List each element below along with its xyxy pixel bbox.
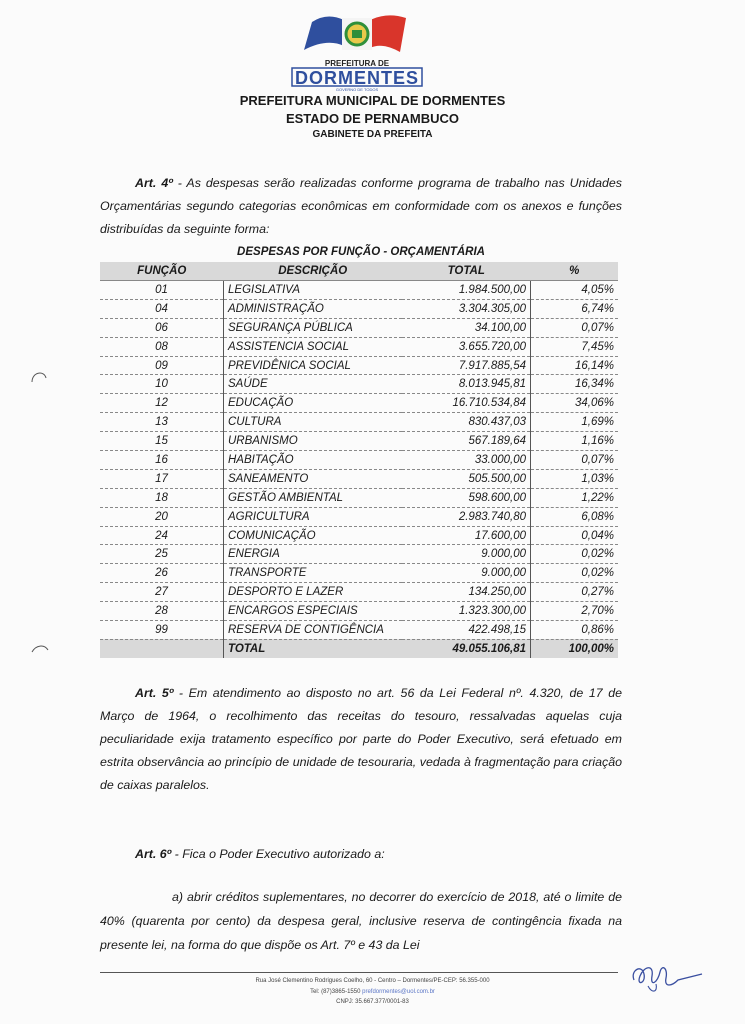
- cell-description: CULTURA: [224, 413, 403, 432]
- budget-table: [100, 262, 618, 658]
- table-row: [100, 507, 618, 526]
- cell-function: 04: [100, 299, 224, 318]
- cell-percent: 16,14%: [531, 356, 619, 375]
- footer-divider: [100, 972, 618, 973]
- cell-description: TRANSPORTE: [224, 564, 403, 583]
- cell-function: 25: [100, 545, 224, 564]
- cell-function: 17: [100, 469, 224, 488]
- cell-description: ENERGIA: [224, 545, 403, 564]
- table-row: [100, 356, 618, 375]
- cell-description: ADMINISTRAÇÃO: [224, 299, 403, 318]
- cell-total: 34.100,00: [402, 318, 531, 337]
- cell-total: 567.189,64: [402, 432, 531, 451]
- footer-address: Rua José Clementino Rodrigues Coelho, 60 - Centro – Dormentes/PE-CEP: 56.355-000: [255, 978, 490, 984]
- cell-percent: 2,70%: [531, 602, 619, 621]
- header-office: GABINETE DA PREFEITA: [312, 129, 433, 140]
- table-row: [100, 375, 618, 394]
- table-total-row: [100, 639, 618, 657]
- table-title: DESPESAS POR FUNÇÃO - ORÇAMENTÁRIA: [237, 246, 485, 258]
- cell-total: 9.000,00: [402, 545, 531, 564]
- cell-function: 27: [100, 583, 224, 602]
- handwritten-signature: [628, 956, 706, 998]
- table-row: [100, 299, 618, 318]
- article-6-item-a: a) abrir créditos suplementares, no decorrer do exercício de 2018, até o limite de 40% (quarenta por cento) da despesa geral, inclusive reserva de contingência fixada na presente lei, na forma do que dispõe os Art. 7º e 43 da Lei: [100, 890, 622, 952]
- cell-description: ENCARGOS ESPECIAIS: [224, 602, 403, 621]
- cell-total: 16.710.534,84: [402, 394, 531, 413]
- cell-description: URBANISMO: [224, 432, 403, 451]
- table-row: [100, 526, 618, 545]
- table-row: [100, 583, 618, 602]
- cell-total: 33.000,00: [402, 451, 531, 470]
- cell-description: AGRICULTURA: [224, 507, 403, 526]
- cell-total: 830.437,03: [402, 413, 531, 432]
- cell-percent: 0,86%: [531, 621, 619, 640]
- table-row: [100, 318, 618, 337]
- cell-description: COMUNICAÇÃO: [224, 526, 403, 545]
- table-row: [100, 469, 618, 488]
- col-header-percent: %: [531, 262, 619, 281]
- cell-function: 06: [100, 318, 224, 337]
- municipal-logo: [282, 12, 432, 92]
- total-value: 49.055.106,81: [402, 639, 531, 657]
- flag-blue-wave: [304, 16, 344, 50]
- table-row: [100, 281, 618, 300]
- cell-function: 26: [100, 564, 224, 583]
- total-percent: 100,00%: [531, 639, 619, 657]
- cell-description: HABITAÇÃO: [224, 451, 403, 470]
- cell-percent: 0,07%: [531, 318, 619, 337]
- cell-percent: 0,04%: [531, 526, 619, 545]
- cell-total: 1.323.300,00: [402, 602, 531, 621]
- table-row: [100, 432, 618, 451]
- footer-cnpj: CNPJ: 35.667.377/0001-83: [336, 999, 409, 1005]
- cell-description: PREVIDÊNICA SOCIAL: [224, 356, 403, 375]
- table-row: [100, 413, 618, 432]
- article-5: [100, 682, 622, 797]
- col-header-description: DESCRIÇÃO: [224, 262, 403, 281]
- cell-percent: 0,07%: [531, 451, 619, 470]
- cell-description: SEGURANÇA PÚBLICA: [224, 318, 403, 337]
- table-row: [100, 337, 618, 356]
- cell-total: 3.655.720,00: [402, 337, 531, 356]
- footer-phone: Tel: (87)3865-1550: [310, 989, 361, 995]
- col-header-function: FUNÇÃO: [100, 262, 224, 281]
- article-4-text: - As despesas serão realizadas conforme programa de trabalho nas Unidades Orçamentárias segundo categorias econômicas em conformidade com os anexos e funções distribuídas da seguinte forma:: [100, 176, 622, 236]
- cell-percent: 6,74%: [531, 299, 619, 318]
- cell-total: 598.600,00: [402, 488, 531, 507]
- cell-function: 24: [100, 526, 224, 545]
- cell-total: 3.304.305,00: [402, 299, 531, 318]
- article-4-label: Art. 4º: [135, 176, 173, 190]
- cell-total: 2.983.740,80: [402, 507, 531, 526]
- cell-function: 16: [100, 451, 224, 470]
- cell-percent: 6,08%: [531, 507, 619, 526]
- cell-description: RESERVA DE CONTIGÊNCIA: [224, 621, 403, 640]
- cell-description: GESTÃO AMBIENTAL: [224, 488, 403, 507]
- cell-total: 134.250,00: [402, 583, 531, 602]
- cell-function: 28: [100, 602, 224, 621]
- cell-percent: 0,27%: [531, 583, 619, 602]
- cell-total: 1.984.500,00: [402, 281, 531, 300]
- cell-function: 13: [100, 413, 224, 432]
- article-5-label: Art. 5º: [135, 686, 174, 700]
- cell-percent: 34,06%: [531, 394, 619, 413]
- cell-description: DESPORTO E LAZER: [224, 583, 403, 602]
- table-header-row: [100, 262, 618, 281]
- cell-description: ASSISTENCIA SOCIAL: [224, 337, 403, 356]
- table-row: [100, 564, 618, 583]
- cell-function: 01: [100, 281, 224, 300]
- logo-sub-text: GOVERNO DE TODOS: [335, 87, 379, 92]
- cell-description: SANEAMENTO: [224, 469, 403, 488]
- cell-function: 10: [100, 375, 224, 394]
- cell-total: 17.600,00: [402, 526, 531, 545]
- table-body: [100, 281, 618, 640]
- table-row: [100, 545, 618, 564]
- article-5-text: - Em atendimento ao disposto no art. 56 da Lei Federal nº. 4.320, de 17 de Março de 1964, o recolhimento das receitas do tesouro, ressalvadas aquelas cuja peculiaridade exija tratamento específico por parte do Poder Executivo, será efetuado em estrita observância ao princípio de unidade de tesouraria, vedada à fragmentação para criação de caixas paralelos.: [100, 686, 622, 792]
- article-6-text: - Fica o Poder Executivo autorizado a:: [171, 847, 385, 861]
- table-row: [100, 394, 618, 413]
- logo-main-text: DORMENTES: [294, 68, 420, 88]
- header-municipality: PREFEITURA MUNICIPAL DE DORMENTES: [239, 93, 506, 108]
- cell-percent: 4,05%: [531, 281, 619, 300]
- article-4: [100, 172, 622, 241]
- cell-percent: 1,16%: [531, 432, 619, 451]
- logo-top-text: PREFEITURA DE: [324, 59, 390, 68]
- table-row: [100, 451, 618, 470]
- cell-percent: 7,45%: [531, 337, 619, 356]
- cell-function: 18: [100, 488, 224, 507]
- cell-total: 9.000,00: [402, 564, 531, 583]
- article-6-label: Art. 6º: [135, 847, 172, 861]
- cell-total: 7.917.885,54: [402, 356, 531, 375]
- cell-percent: 0,02%: [531, 564, 619, 583]
- cell-percent: 16,34%: [531, 375, 619, 394]
- header-state: ESTADO DE PERNAMBUCO: [285, 111, 460, 126]
- cell-function: 20: [100, 507, 224, 526]
- cell-function: 99: [100, 621, 224, 640]
- binder-hole-mark: [30, 368, 48, 384]
- cell-percent: 1,22%: [531, 488, 619, 507]
- col-header-total: TOTAL: [402, 262, 531, 281]
- cell-total: 422.498,15: [402, 621, 531, 640]
- binder-hole-mark: [30, 642, 50, 654]
- cell-percent: 1,69%: [531, 413, 619, 432]
- flag-red-wave: [370, 15, 406, 52]
- footer-email: prefdormentes@uol.com.br: [362, 989, 435, 995]
- cell-percent: 0,02%: [531, 545, 619, 564]
- cell-function: 09: [100, 356, 224, 375]
- cell-function: 15: [100, 432, 224, 451]
- cell-function: 08: [100, 337, 224, 356]
- table-row: [100, 488, 618, 507]
- cell-percent: 1,03%: [531, 469, 619, 488]
- cell-description: SAÚDE: [224, 375, 403, 394]
- table-row: [100, 602, 618, 621]
- article-6: [100, 843, 622, 866]
- total-label: TOTAL: [224, 639, 403, 657]
- cell-description: EDUCAÇÃO: [224, 394, 403, 413]
- table-row: [100, 621, 618, 640]
- cell-total: 505.500,00: [402, 469, 531, 488]
- cell-function: 12: [100, 394, 224, 413]
- cell-total: 8.013.945,81: [402, 375, 531, 394]
- cell-description: LEGISLATIVA: [224, 281, 403, 300]
